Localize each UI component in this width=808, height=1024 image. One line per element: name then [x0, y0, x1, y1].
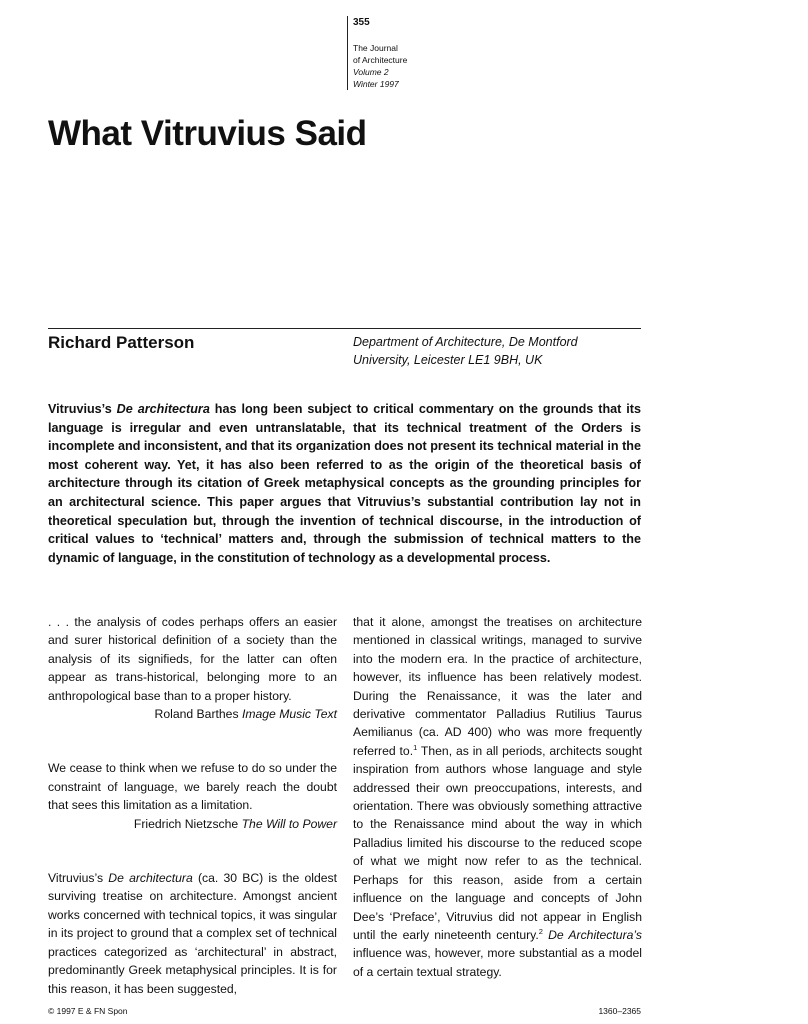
footer-issn: 1360–2365: [598, 1006, 641, 1016]
right-column: [353, 613, 642, 981]
page-number: 355: [353, 17, 370, 28]
abstract: [48, 400, 641, 567]
body-right-b: Then, as in all periods, architects sought inspiration from authors whose language and style addressed their own preoccupations, interests, and orientation. There was obviously something attractive to the Renaissance mind about the way in which Palladius limited his discourse to the reduced scope of what we might now refer to as the technical. Perhaps for this reason, aside from a certain influence on the language and concepts of John Dee’s ‘Preface’, Vitruvius did not appear in English until the early nineteenth century.: [353, 743, 642, 942]
article-title: What Vitruvius Said: [48, 114, 367, 153]
body-right-d: influence was, however, more substantial as a model of a certain textual strategy.: [353, 946, 642, 979]
footnote-ref-2[interactable]: 2: [538, 926, 543, 936]
epigraph-1-author: Roland Barthes: [154, 707, 242, 722]
body-paragraph-left: [48, 869, 337, 998]
author-name: Richard Patterson: [48, 333, 195, 352]
journal-volume: Volume 2: [353, 67, 389, 77]
abstract-book-title: De architectura: [116, 402, 210, 416]
abstract-text-b: has long been subject to critical commentary on the grounds that its language is irregular and even untranslatable, that its technical treatment of the Orders is incomplete and inconsistent, and that its organization does not present its technical material in the most coherent way. Yet, it has also been referred to as the origin of the theoretical basis of architecture through its citation of Greek metaphysical concepts as the grounding principles for an architectural science. This paper argues that Vitruvius’s substantial contribution lay not in theoretical speculation but, through the invention of technical discourse, in the introduction of critical values to ‘technical’ matters and, through the submission of technical matters to the dynamic of language, in the constitution of technology as a developmental process.: [48, 402, 642, 565]
epigraph-2-attribution: [48, 815, 337, 833]
body-left-a: Vitruvius’s: [48, 871, 109, 886]
author-affiliation: [353, 333, 643, 369]
body-left-b: (ca. 30 BC) is the oldest surviving treatise on architecture. Amongst ancient works concerned with technical topics, it was singular in its project to ground that a complex set of technical practices categorized as ‘architectural’ in abstract, predominantly Greek metaphysical principles. It is for this reason, it has been suggested,: [48, 871, 338, 996]
left-column: [48, 613, 337, 998]
epigraph-2-author: Friedrich Nietzsche: [133, 816, 242, 831]
title-rule: [48, 328, 641, 329]
footer-copyright: © 1997 E & FN Spon: [48, 1006, 128, 1016]
affiliation-line1: Department of Architecture, De Montford: [353, 335, 578, 349]
journal-header: [347, 16, 463, 90]
epigraph-2-work: The Will to Power: [241, 816, 337, 831]
body-right-book-title: De Architectura’s: [542, 927, 642, 942]
body-left-book-title: De architectura: [108, 871, 193, 886]
journal-name-line2: of Architecture: [353, 55, 408, 65]
epigraph-1-text: . . . the analysis of codes perhaps offers an easier and surer historical definition of a society than the analysis of its signifieds, for the latter can often appear as trans-historical, belonging more to an anthropological base than to a proper history.: [48, 615, 337, 703]
footnote-ref-1[interactable]: 1: [413, 742, 418, 752]
body-right-a: that it alone, amongst the treatises on architecture mentioned in classical writings, managed to survive into the modern era. In the practice of architecture, however, its influence has been relatively modest. During the Renaissance, it was the later and derivative commentator Palladius Rutilius Taurus Aemilianus (ca. AD 400) who was more frequently referred to.: [353, 615, 642, 758]
journal-name-line1: The Journal: [353, 43, 398, 53]
journal-issue: Winter 1997: [353, 79, 399, 89]
epigraph-2-text: We cease to think when we refuse to do so under the constraint of language, we barely reach the doubt that sees this limitation as a limitation.: [48, 761, 337, 813]
epigraph-1-work: Image Music Text: [241, 707, 337, 722]
body-paragraph-right: [353, 613, 642, 981]
abstract-text-a: Vitruvius’s: [48, 402, 117, 416]
affiliation-line2: University, Leicester LE1 9BH, UK: [353, 353, 543, 367]
epigraph-1-attribution: [48, 705, 337, 723]
